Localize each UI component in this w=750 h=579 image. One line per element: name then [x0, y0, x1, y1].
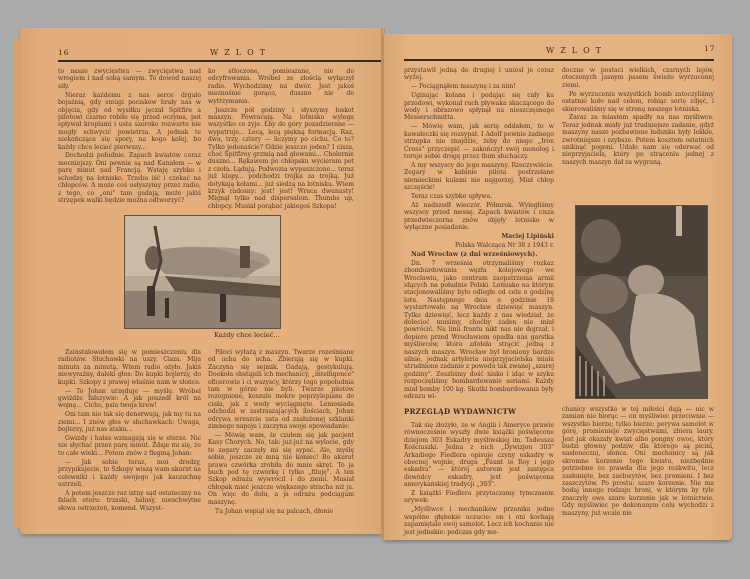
paragraph: Uginając kolana i podając się cały ku przodowi, wykonał ruch pływaka skaczącego do wody i obrazowo spłynął na nieszczęsnego Messerschmitta.	[404, 92, 554, 122]
paragraph: doczne w postaci wielkich, czarnych lejów, otoczonych jasnym pasem świeżo wyrzuconej ziemi.	[562, 67, 714, 89]
paragraph: A potem jeszcze raz istny sąd ostateczny na falach eteru: trzaski, hałasy, nieuchwytne słowa ostrzeżeń, komend. Wszyst-	[58, 489, 201, 512]
article-subheading: Nad Wrocław (z dni wrześniowych).	[411, 249, 538, 258]
paragraph: przystawił jedną do drugiej i uniósł je coraz wyżej.	[404, 67, 554, 82]
paragraph: — Pociągnąłem maszynę i za nim!	[411, 83, 516, 91]
paragraph: A my wszyscy do jego maszyny. Rzeczywiście. Zegary w kabinie pilota postrzelane niemieckimi kulami nie najgorzej. Miał chłop szczęście!	[404, 161, 554, 192]
left-col2-top	[208, 68, 354, 212]
mechanics-photo	[575, 205, 708, 399]
paragraph: Zaraz za miastem spadły na nas myśliwce. Teraz jednak miały już trudniejsze zadanie, gdyż maszyny nasze pozbawione ładunku były lekkie, zwrotniejsze i szybsze. Potem kosztem ostatnich uniknąć pogoni. Udało nam się oderwać od nieprzyjaciela, który po strąceniu jednej z naszych maszyn dał za wygraną.	[562, 114, 714, 166]
paragraph: „Myśliwce i mechaników przenika jedno wspólne głębokie uczucie: on i oni kochają zapamiętale swój samolot. Lecz ich kochanie nie jest jednakie: podczas gdy me-	[404, 506, 554, 536]
paragraph: Dochodzi południe. Zapach kwiatów coraz mocniejszy. Oni pewnie są nad Kanałem — w parę minut nad Francją. Wstaję szybko i schodzę na lotnisko. Trzeba iść i czekać na chłopców. A może coś usłyszymy przez radio, z tego, co „oni" tam gadają, może jakiś strzępek walki będzie można odtworzyć?	[58, 152, 201, 204]
paragraph: ko stłoczone, pomieszane, nie do odcyfrowania. Wróbel ze złością wyłączył radio. Wychodzimy na dwór. Jest jakoś nieznośnie gorąco, duszno nie do wytrzymania.	[208, 68, 354, 105]
paragraph: to nasze zwycięstwa — zwycięstwa nad wrogiem i nad sobą samym. To dowód naszej siły.	[58, 68, 201, 90]
paragraph: Oni tam nie tak się denerwują, jak my tu na ziemi... I znów głos w słuchawkach: Uwaga, bojlerzy, już nas ataku...	[58, 411, 201, 434]
paragraph: Tak się złożyło, że w Anglii i Ameryce prawie równocześnie wyszły dwie książki poświęcone dziejom 303 Eskadry myśliwskiej im. Tadeusza Kościuszki. Jedna z nich „Dywizjon 303" Arkadiego Fiedlera opisuje czyny eskadry w obecnej wojnie, druga „Faunt le Roy i jego eskadra" — której autorem jest zastępca dowódcy eskadry, jest poświęcona amerykańskiej tradycji „303".	[404, 421, 554, 489]
left-col1-top	[58, 68, 201, 206]
right-page	[384, 34, 732, 540]
aircraft-image	[125, 216, 280, 328]
right-col2-review	[562, 406, 714, 519]
paragraph: Z książki Fiedlera przytaczamy tymczasem urywek:	[404, 490, 554, 505]
paragraph: Gwizdy i hałas wzmagają się w eterze. Nic nie słychać przez parę minut. Zdaje mi się, że to całe wieki... Potem znów z flegmą Johan:	[58, 434, 201, 457]
author-signature: Maciej Lipiński	[501, 233, 554, 241]
photo-caption: Każdy chce lecieć...	[214, 331, 280, 339]
right-col1	[404, 67, 554, 537]
running-title: WZLOT	[210, 48, 271, 57]
paragraph: chanicy wszystko w tej miłości dają — nic w zamian nie biorąc — on myśliwiec przeciwnie — wszystko bierze; tylko bierze: porywa samolot w górę, promienieje zwycięstwami, zbiera laury. Jest jak okazały kwiat albo pongny owoc, który budzi główny podziw, dla którego są picini, nasłoneczni, słońca. Oni mechanicy są jak skromne korzenie tego kwiatu, niezbędnie potrzebne co prawda dla jego rozkwitu, lecz zasłonięte, bez zachwytów, bez promieni. I bez zaszczytów. Po prostu: szare korzenie. Nie ma bodaj innego rodzaju broni, w którym by tyle znaczyły owe szare korzenie jak w lotnictwie. Gdy myśliwiec po dokonanym celu wychodzi z maszyny, już wcale nie	[562, 406, 714, 517]
paragraph: Piloci wyłażą z maszyn. Twarze roześmiane od ucha do ucha. Zbierają się w kupki. Zaczyna się sejmik. Gadają, gestykulują. Dookoła obstąpili ich mechanicy, „intelligence" oficerowie i ci wszyscy, którzy tego popołudnia tam w górze nie byli. Twarze pilotów rozognione, koszule mokre poprzylepiane do ciała, jak z wody wyciągnięte. Lemoniada odchodzi w zastraszających ilościach, Johan odrywa wreszcie usta od zasłużonej szklanki zimnego napoju i zaczyna swoje opowiadanie:	[208, 349, 354, 431]
header-rule	[404, 59, 714, 61]
magazine-spread	[20, 28, 732, 536]
left-running-head	[58, 48, 378, 60]
mechanic-image	[576, 206, 707, 398]
right-running-head	[404, 46, 714, 58]
paragraph: Jeszcze pół godziny i słyszymy łoskot maszyn. Powracają. Na lotnisko wylega wszystko co żyje. Łby do góry pozadzierane — wypatruje... Lecą, lecą piękną formacją. Raz, dwa, trzy, cztery — liczymy po cichu. Co to? Tylko jedenaście? Gdzie jeszcze jeden? I cisza, choć Spitfirey grzmią nad głowami... Cholernie duszno... Rękawem po chłopsku wycieram pot z czoła. Lądują. Podwozia wypuszczone... teraz już klapy... podchodzi trójka za trójką. Już dotykają kołami... już siedzą na lotnisku. Wtem krzyk radosny: jest! jest! Wraca dwunasty! Mignął tylko nad dispersalem. Thumbs up, chłopcy. Musiał porąbać jakiegoś Szkopa!	[208, 106, 354, 210]
source-citation: Polska Walcząca Nr 38 z 1943 r.	[454, 241, 554, 249]
paragraph: — Mówię wam, że czułem się jak pacjent Kasy Chorych. No, tak: już-już na wylocie, gdy te zegary zaczęły mi się sypać. Ale, myślę sobie, jeszcze ze mną nie koniec! Bo akurat prawa czwórka zrobiła do mnie skręt. To ja buch pod tę czwórkę i tylko „filuję". A ten Szkop odrazu wywrócił i do ziemi. Musiał chłopak mieć jeszcze większego stracha niż ja. On więc do dołu, a ja odrazu podciągam maszynę.	[208, 431, 354, 506]
page-number: 17	[704, 44, 716, 53]
paragraph: Aż nadszedł wieczór. Półmrok. Wyległiśmy wszyscy przed messę. Zapach kwiatów i cisza przedwieczorna znów objęły lotnisko w wyłączne posiadanie.	[404, 201, 554, 232]
paragraph: — Mówię wam, jak serię oddałem, to w kawałeczki się rozsypał. I Adolf pewnie żadnego strzępka nie znajdzie, żeby do niego „Iron Cross" przyczepić — zakończył swój monolog i toruje sobie drogę przez tłum słuchaczy.	[404, 123, 554, 160]
paragraph: Tu Johan wspiął się na palcach, dłonie	[215, 507, 334, 515]
header-rule	[58, 60, 382, 62]
paragraph: — Jak sobie teraz, moi drodzy, przypikujecie, to Szkopy wiszą wam akurat na celowniki i każdy swojego jak kaczuchnę ustrzeli.	[58, 458, 201, 488]
spitfire-photo	[124, 215, 281, 329]
paragraph: Zainstalowałem się w pomieszczeniu dla radiotów. Słuchawki na uszy. Cisza. Mija minuta za minutą. Wtem radio ożyło. Jakiś niewyraźny, daleki głos: Do kupki bojlerzy, do kupki. Szkopy z prawej właśnie nam w słońce.	[58, 349, 201, 386]
page-number: 16	[58, 48, 70, 57]
section-heading: PRZEGLĄD WYDAWNICTW	[404, 407, 517, 417]
right-col2-top	[562, 67, 714, 168]
left-col2-bottom	[208, 349, 354, 516]
paragraph: Nieraz każdemu z nas serce drgało bojaźnią, gdy smugi pocisków brały nas w objęcia, gdy od wysiłku jęczał Spitfire a pilotowi czarno robiło się przed oczyma, pot spływał kroplami i usta szeroko rozwarte nie mogły schwycić powietrza. A jednak te niekończące się spory, na kogo kolej, bo każdy chce lecieć pierwszy...	[58, 91, 201, 151]
paragraph: Dn. 7 września otrzymaliśmy rozkaz zbombardowania węzła kolejowego we Wrocławiu, jako centrum zaopatrzenia armii idących na południe Polski. Lotnisko na którym stacjonowaliśmy było odległe od celu o godzinę lotu. Następnego dnia o godzinie 19 wystartowało na Wrocław dziewięć maszyn. Tylko dziewięć, lecz każdy z nas wiedział, że dolecieć musimy, choćby żaden nie miał powrócić. Na linii frontu nikt nas nie dojrzał, i dopiero przed Wrocławiem opadła nas garstka myśliwców, która zdołała strącić jedną z naszych maszyn. Wrocław był broniony bardzo silnie, jednak artyleria nieprzyjacielska miała utrudnione zadanie z powodu tak zwanej „szarej godziny". Zeszliśmy dość nisko i idąc w szyku rozpoczęliśmy bombardowanie seriami. Każdy miał bomby 100 kg. Skutki bombardowania były odrazu wi-	[404, 259, 554, 401]
left-col1-bottom	[58, 349, 201, 514]
paragraph: Teraz czas szybko upływa.	[411, 193, 493, 200]
paragraph: Po wyrzuceniu wszystkich bomb zatoczyliśmy ostatnie koło nad celem, robiąc serię zdjęć, i skierowaliśmy się w stronę naszego lotniska.	[562, 90, 714, 113]
left-page	[20, 28, 382, 534]
paragraph: — To Johan urzęduje — myślę. Wróbel gwiżdże fałszywie: A jak poszedł król na wojnę... Cicho, psia twoja krew!	[58, 387, 201, 410]
running-title: WZLOT	[546, 46, 607, 55]
